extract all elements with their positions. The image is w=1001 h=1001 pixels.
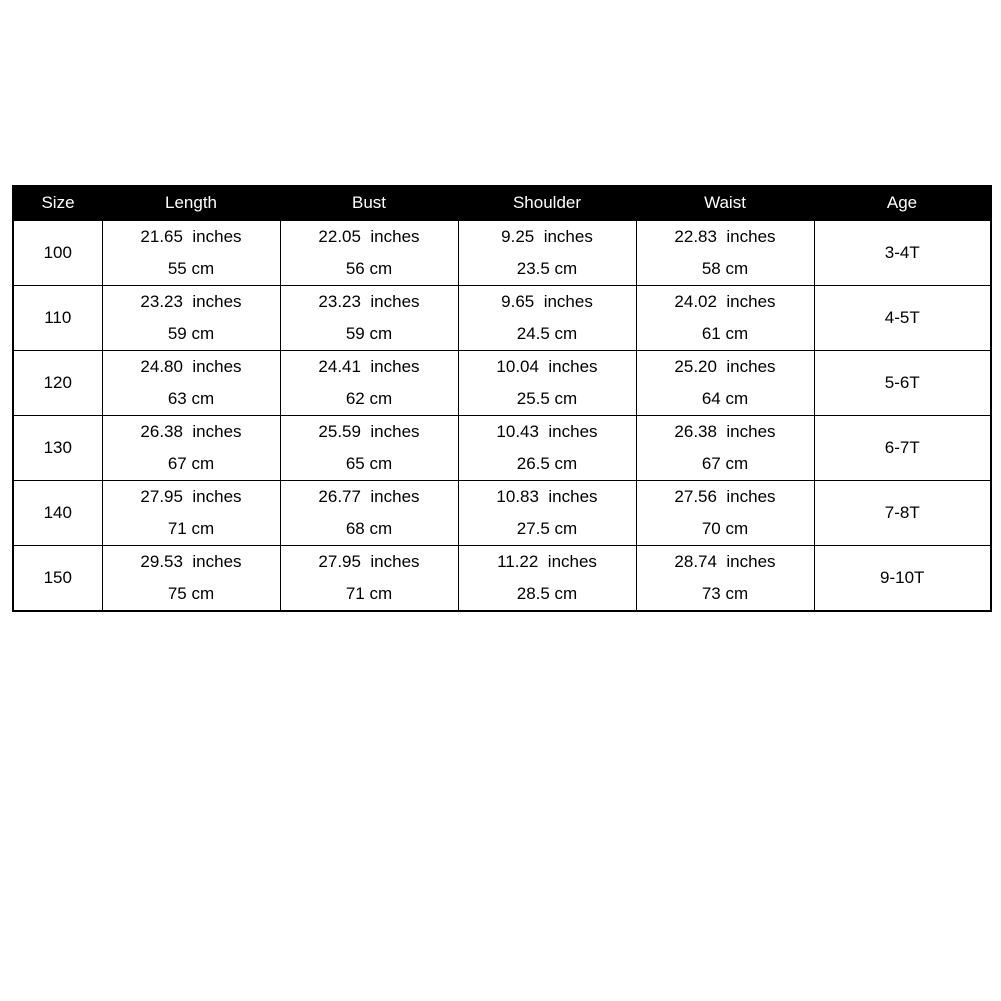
size-value: 140 (43, 502, 72, 522)
shoulder-cm: 27.5 cm (516, 518, 578, 538)
length-cm: 67 cm (167, 453, 215, 473)
shoulder-cm: 28.5 cm (516, 583, 578, 603)
age-value: 7-8T (884, 502, 920, 522)
bust-cell (280, 545, 458, 611)
bust-inches: 26.77 inches (318, 486, 420, 506)
waist-inches: 27.56 inches (674, 486, 776, 506)
waist-inches: 26.38 inches (674, 421, 776, 441)
age-cell (814, 415, 991, 480)
waist-inches: 22.83 inches (674, 226, 776, 246)
shoulder-inches: 10.04 inches (496, 356, 598, 376)
bust-cell (280, 350, 458, 415)
waist-inches: 28.74 inches (674, 551, 776, 571)
waist-cell (636, 220, 814, 285)
shoulder-inches: 9.65 inches (501, 291, 593, 311)
table-row (13, 285, 991, 350)
table-row (13, 350, 991, 415)
header-age: Age (886, 193, 918, 213)
length-cell (102, 350, 280, 415)
size-value: 100 (43, 242, 72, 262)
table-row (13, 415, 991, 480)
shoulder-cm: 23.5 cm (516, 258, 578, 278)
waist-cm: 67 cm (701, 453, 749, 473)
shoulder-cell (458, 545, 636, 611)
bust-cm: 59 cm (345, 323, 393, 343)
waist-cm: 64 cm (701, 388, 749, 408)
shoulder-inches: 10.83 inches (496, 486, 598, 506)
bust-cell (280, 415, 458, 480)
length-inches: 27.95 inches (140, 486, 242, 506)
waist-cm: 61 cm (701, 323, 749, 343)
length-cm: 63 cm (167, 388, 215, 408)
shoulder-cm: 25.5 cm (516, 388, 578, 408)
age-cell (814, 285, 991, 350)
length-cell (102, 480, 280, 545)
bust-cell (280, 480, 458, 545)
shoulder-cell (458, 220, 636, 285)
age-cell (814, 545, 991, 611)
shoulder-cm: 24.5 cm (516, 323, 578, 343)
waist-inches: 25.20 inches (674, 356, 776, 376)
header-bust: Bust (351, 193, 387, 213)
length-cm: 71 cm (167, 518, 215, 538)
shoulder-cell (458, 415, 636, 480)
size-cell (13, 220, 102, 285)
waist-inches: 24.02 inches (674, 291, 776, 311)
bust-cm: 56 cm (345, 258, 393, 278)
bust-inches: 23.23 inches (318, 291, 420, 311)
waist-cell (636, 285, 814, 350)
length-cm: 75 cm (167, 583, 215, 603)
bust-cell (280, 285, 458, 350)
waist-cell (636, 545, 814, 611)
bust-inches: 27.95 inches (318, 551, 420, 571)
shoulder-inches: 10.43 inches (496, 421, 598, 441)
length-cell (102, 545, 280, 611)
waist-cell (636, 415, 814, 480)
size-chart-header (13, 186, 991, 220)
size-value: 110 (44, 307, 72, 327)
length-cell (102, 415, 280, 480)
shoulder-cm: 26.5 cm (516, 453, 578, 473)
size-chart-table (12, 185, 992, 612)
bust-cm: 68 cm (345, 518, 393, 538)
shoulder-cell (458, 285, 636, 350)
bust-cell (280, 220, 458, 285)
waist-cm: 73 cm (701, 583, 749, 603)
length-inches: 29.53 inches (140, 551, 242, 571)
age-cell (814, 480, 991, 545)
bust-inches: 24.41 inches (318, 356, 420, 376)
age-value: 3-4T (884, 242, 920, 262)
size-cell (13, 350, 102, 415)
shoulder-inches: 11.22 inches (497, 551, 597, 571)
waist-cm: 70 cm (701, 518, 749, 538)
header-length: Length (165, 193, 217, 213)
header-shoulder: Shoulder (512, 193, 582, 213)
length-cell (102, 220, 280, 285)
table-row (13, 545, 991, 611)
age-value: 9-10T (880, 567, 925, 587)
age-cell (814, 220, 991, 285)
shoulder-cell (458, 350, 636, 415)
table-row (13, 480, 991, 545)
bust-cm: 62 cm (345, 388, 393, 408)
bust-inches: 22.05 inches (318, 226, 420, 246)
bust-inches: 25.59 inches (318, 421, 420, 441)
age-value: 5-6T (884, 372, 920, 392)
length-inches: 24.80 inches (140, 356, 242, 376)
size-chart-body (13, 220, 991, 611)
waist-cm: 58 cm (701, 258, 749, 278)
header-size: Size (41, 193, 75, 213)
size-value: 120 (43, 372, 72, 392)
size-cell (13, 415, 102, 480)
waist-cell (636, 480, 814, 545)
size-cell (13, 285, 102, 350)
length-cell (102, 285, 280, 350)
age-value: 6-7T (884, 437, 920, 457)
waist-cell (636, 350, 814, 415)
length-cm: 55 cm (167, 258, 215, 278)
size-value: 150 (43, 567, 72, 587)
size-value: 130 (43, 437, 72, 457)
header-row (13, 186, 991, 220)
size-cell (13, 545, 102, 611)
length-inches: 23.23 inches (140, 291, 242, 311)
shoulder-cell (458, 480, 636, 545)
length-inches: 26.38 inches (140, 421, 242, 441)
age-value: 4-5T (884, 307, 920, 327)
bust-cm: 65 cm (345, 453, 393, 473)
length-inches: 21.65 inches (140, 226, 242, 246)
age-cell (814, 350, 991, 415)
header-waist: Waist (704, 193, 746, 213)
length-cm: 59 cm (167, 323, 215, 343)
size-cell (13, 480, 102, 545)
shoulder-inches: 9.25 inches (501, 226, 593, 246)
bust-cm: 71 cm (345, 583, 393, 603)
table-row (13, 220, 991, 285)
